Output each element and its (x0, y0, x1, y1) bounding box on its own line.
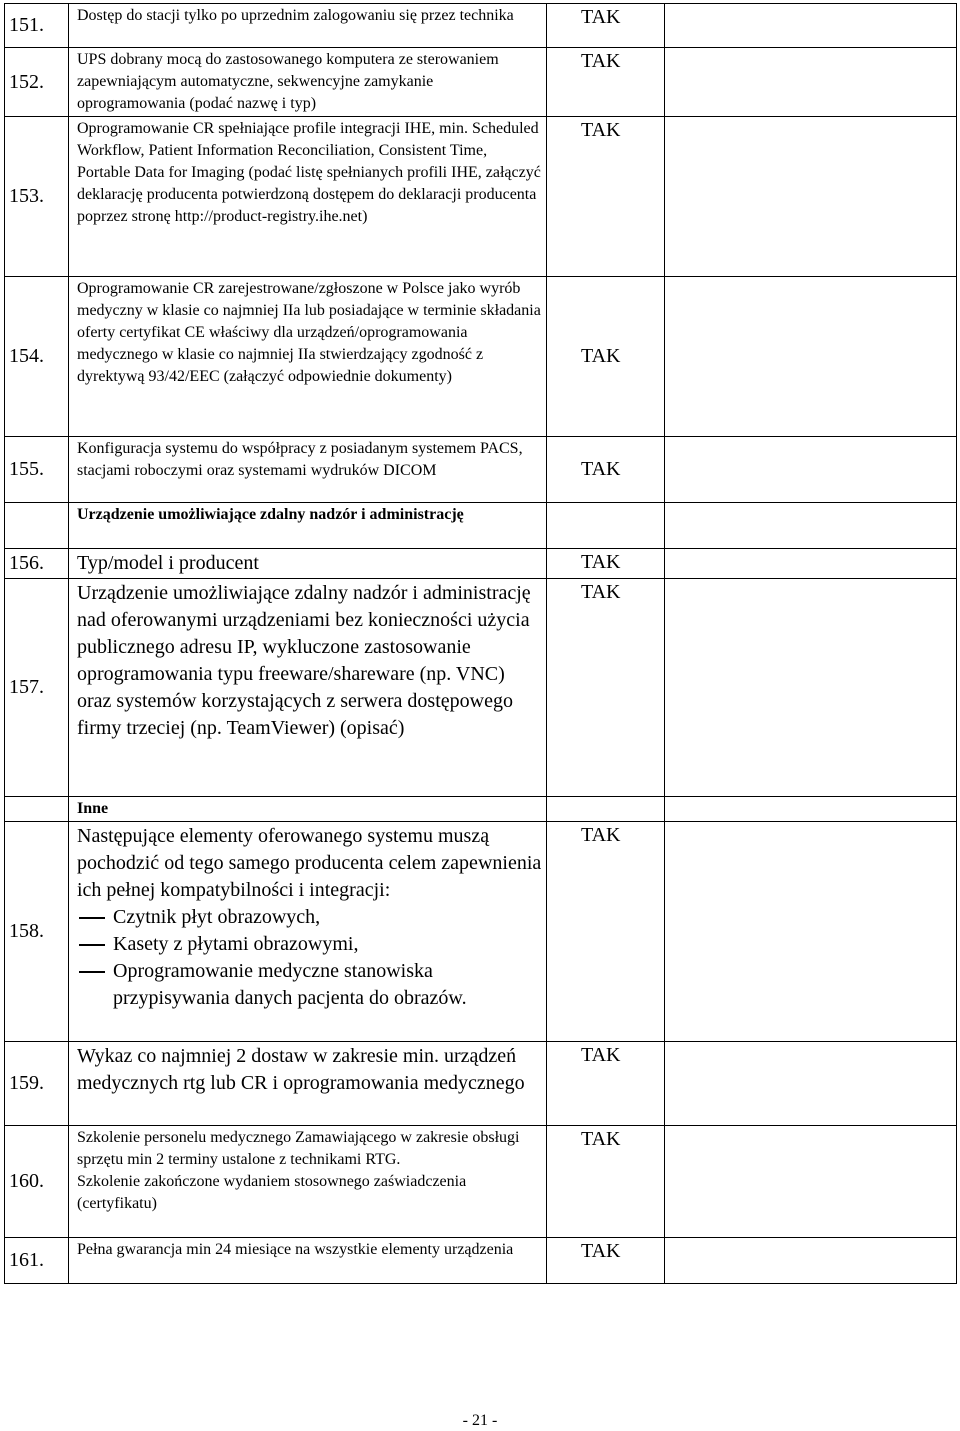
row-number: 156. (5, 549, 69, 579)
row-value: TAK (547, 117, 665, 277)
row-description: Urządzenie umożliwiające zdalny nadzór i administrację nad oferowanymi urządzeniami bez konieczności użycia publicznego adresu IP, wykluczone zastosowanie oprogramowania typu freeware/shareware (np. VNC) oraz systemów korzystających z serwera dostępowego firmy trzeciej (np. TeamViewer) (opisać) (69, 579, 547, 797)
offer-cell (665, 797, 957, 822)
section-number-cell (5, 503, 69, 549)
table-row (5, 579, 957, 797)
page-number: - 21 - (462, 1412, 498, 1429)
row-description (69, 1126, 547, 1238)
list-item: Czytnik płyt obrazowych, (77, 904, 542, 931)
row-value: TAK (547, 277, 665, 437)
row-description: Pełna gwarancja min 24 miesiące na wszystkie elementy urządzenia (69, 1238, 547, 1284)
table-row (5, 117, 957, 277)
table-row (5, 549, 957, 579)
row-number: 161. (5, 1238, 69, 1284)
row-number: 155. (5, 437, 69, 503)
table-row (5, 1042, 957, 1126)
row-number: 151. (5, 4, 69, 48)
row-description-intro: Następujące elementy oferowanego systemu muszą pochodzić od tego samego producenta celem zapewnienia ich pełnej kompatybilności i integracji: (77, 825, 542, 901)
offer-cell (665, 4, 957, 48)
row-value: TAK (547, 48, 665, 117)
offer-cell (665, 1238, 957, 1284)
table-row (5, 822, 957, 1042)
row-description: Dostęp do stacji tylko po uprzednim zalogowaniu się przez technika (69, 4, 547, 48)
table-row (5, 1126, 957, 1238)
row-value: TAK (547, 549, 665, 579)
list-item: Oprogramowanie medyczne stanowiska przypisywania danych pacjenta do obrazów. (77, 958, 542, 1012)
table-row (5, 4, 957, 48)
row-value: TAK (547, 822, 665, 1042)
row-number: 158. (5, 822, 69, 1042)
table-row (5, 1238, 957, 1284)
row-value: TAK (547, 579, 665, 797)
offer-cell (665, 48, 957, 117)
table-row (5, 277, 957, 437)
row-number: 152. (5, 48, 69, 117)
row-value: TAK (547, 4, 665, 48)
row-value: TAK (547, 1238, 665, 1284)
row-number: 154. (5, 277, 69, 437)
section-header-row (5, 503, 957, 549)
offer-cell (665, 1126, 957, 1238)
row-number: 159. (5, 1042, 69, 1126)
specification-table (4, 3, 957, 1284)
offer-cell (665, 1042, 957, 1126)
row-description: Typ/model i producent (69, 549, 547, 579)
row-description: Konfiguracja systemu do współpracy z posiadanym systemem PACS, stacjami roboczymi oraz systemami wydruków DICOM (69, 437, 547, 503)
section-title: Inne (69, 797, 547, 822)
row-description-part2: Szkolenie zakończone wydaniem stosownego zaświadczenia (certyfikatu) (77, 1173, 467, 1212)
table-row (5, 437, 957, 503)
row-value: TAK (547, 1042, 665, 1126)
row-description (69, 822, 547, 1042)
offer-cell (665, 503, 957, 549)
offer-cell (665, 549, 957, 579)
table-row (5, 48, 957, 117)
section-value-cell (547, 797, 665, 822)
offer-cell (665, 117, 957, 277)
row-description: UPS dobrany mocą do zastosowanego komputera ze sterowaniem zapewniającym automatyczne, sekwencyjne zamykanie oprogramowania (podać nazwę i typ) (69, 48, 547, 117)
offer-cell (665, 822, 957, 1042)
row-number: 153. (5, 117, 69, 277)
row-description: Wykaz co najmniej 2 dostaw w zakresie min. urządzeń medycznych rtg lub CR i oprogramowania medycznego (69, 1042, 547, 1126)
row-number: 157. (5, 579, 69, 797)
offer-cell (665, 277, 957, 437)
row-description: Oprogramowanie CR zarejestrowane/zgłoszone w Polsce jako wyrób medyczny w klasie co najmniej IIa lub posiadające w terminie składania oferty certyfikat CE właściwy dla urządzeń/oprogramowania medycznego w klasie co najmniej IIa stwierdzający zgodność z dyrektywą 93/42/EEC (załączyć odpowiednie dokumenty) (69, 277, 547, 437)
row-description: Oprogramowanie CR spełniające profile integracji IHE, min. Scheduled Workflow, Patient Information Reconciliation, Consistent Time, Portable Data for Imaging (podać listę spełnianych profili IHE, załączyć deklarację producenta potwierdzoną dostępem do deklaracji producenta poprzez stronę http://product-registry.ihe.net) (69, 117, 547, 277)
section-number-cell (5, 797, 69, 822)
row-number: 160. (5, 1126, 69, 1238)
section-header-row (5, 797, 957, 822)
row-value: TAK (547, 437, 665, 503)
component-list (77, 904, 542, 1012)
section-value-cell (547, 503, 665, 549)
list-item: Kasety z płytami obrazowymi, (77, 931, 542, 958)
row-value: TAK (547, 1126, 665, 1238)
offer-cell (665, 579, 957, 797)
section-title: Urządzenie umożliwiające zdalny nadzór i administrację (69, 503, 547, 549)
row-description-part1: Szkolenie personelu medycznego Zamawiającego w zakresie obsługi sprzętu min 2 terminy ustalone z technikami RTG. (77, 1129, 520, 1168)
offer-cell (665, 437, 957, 503)
